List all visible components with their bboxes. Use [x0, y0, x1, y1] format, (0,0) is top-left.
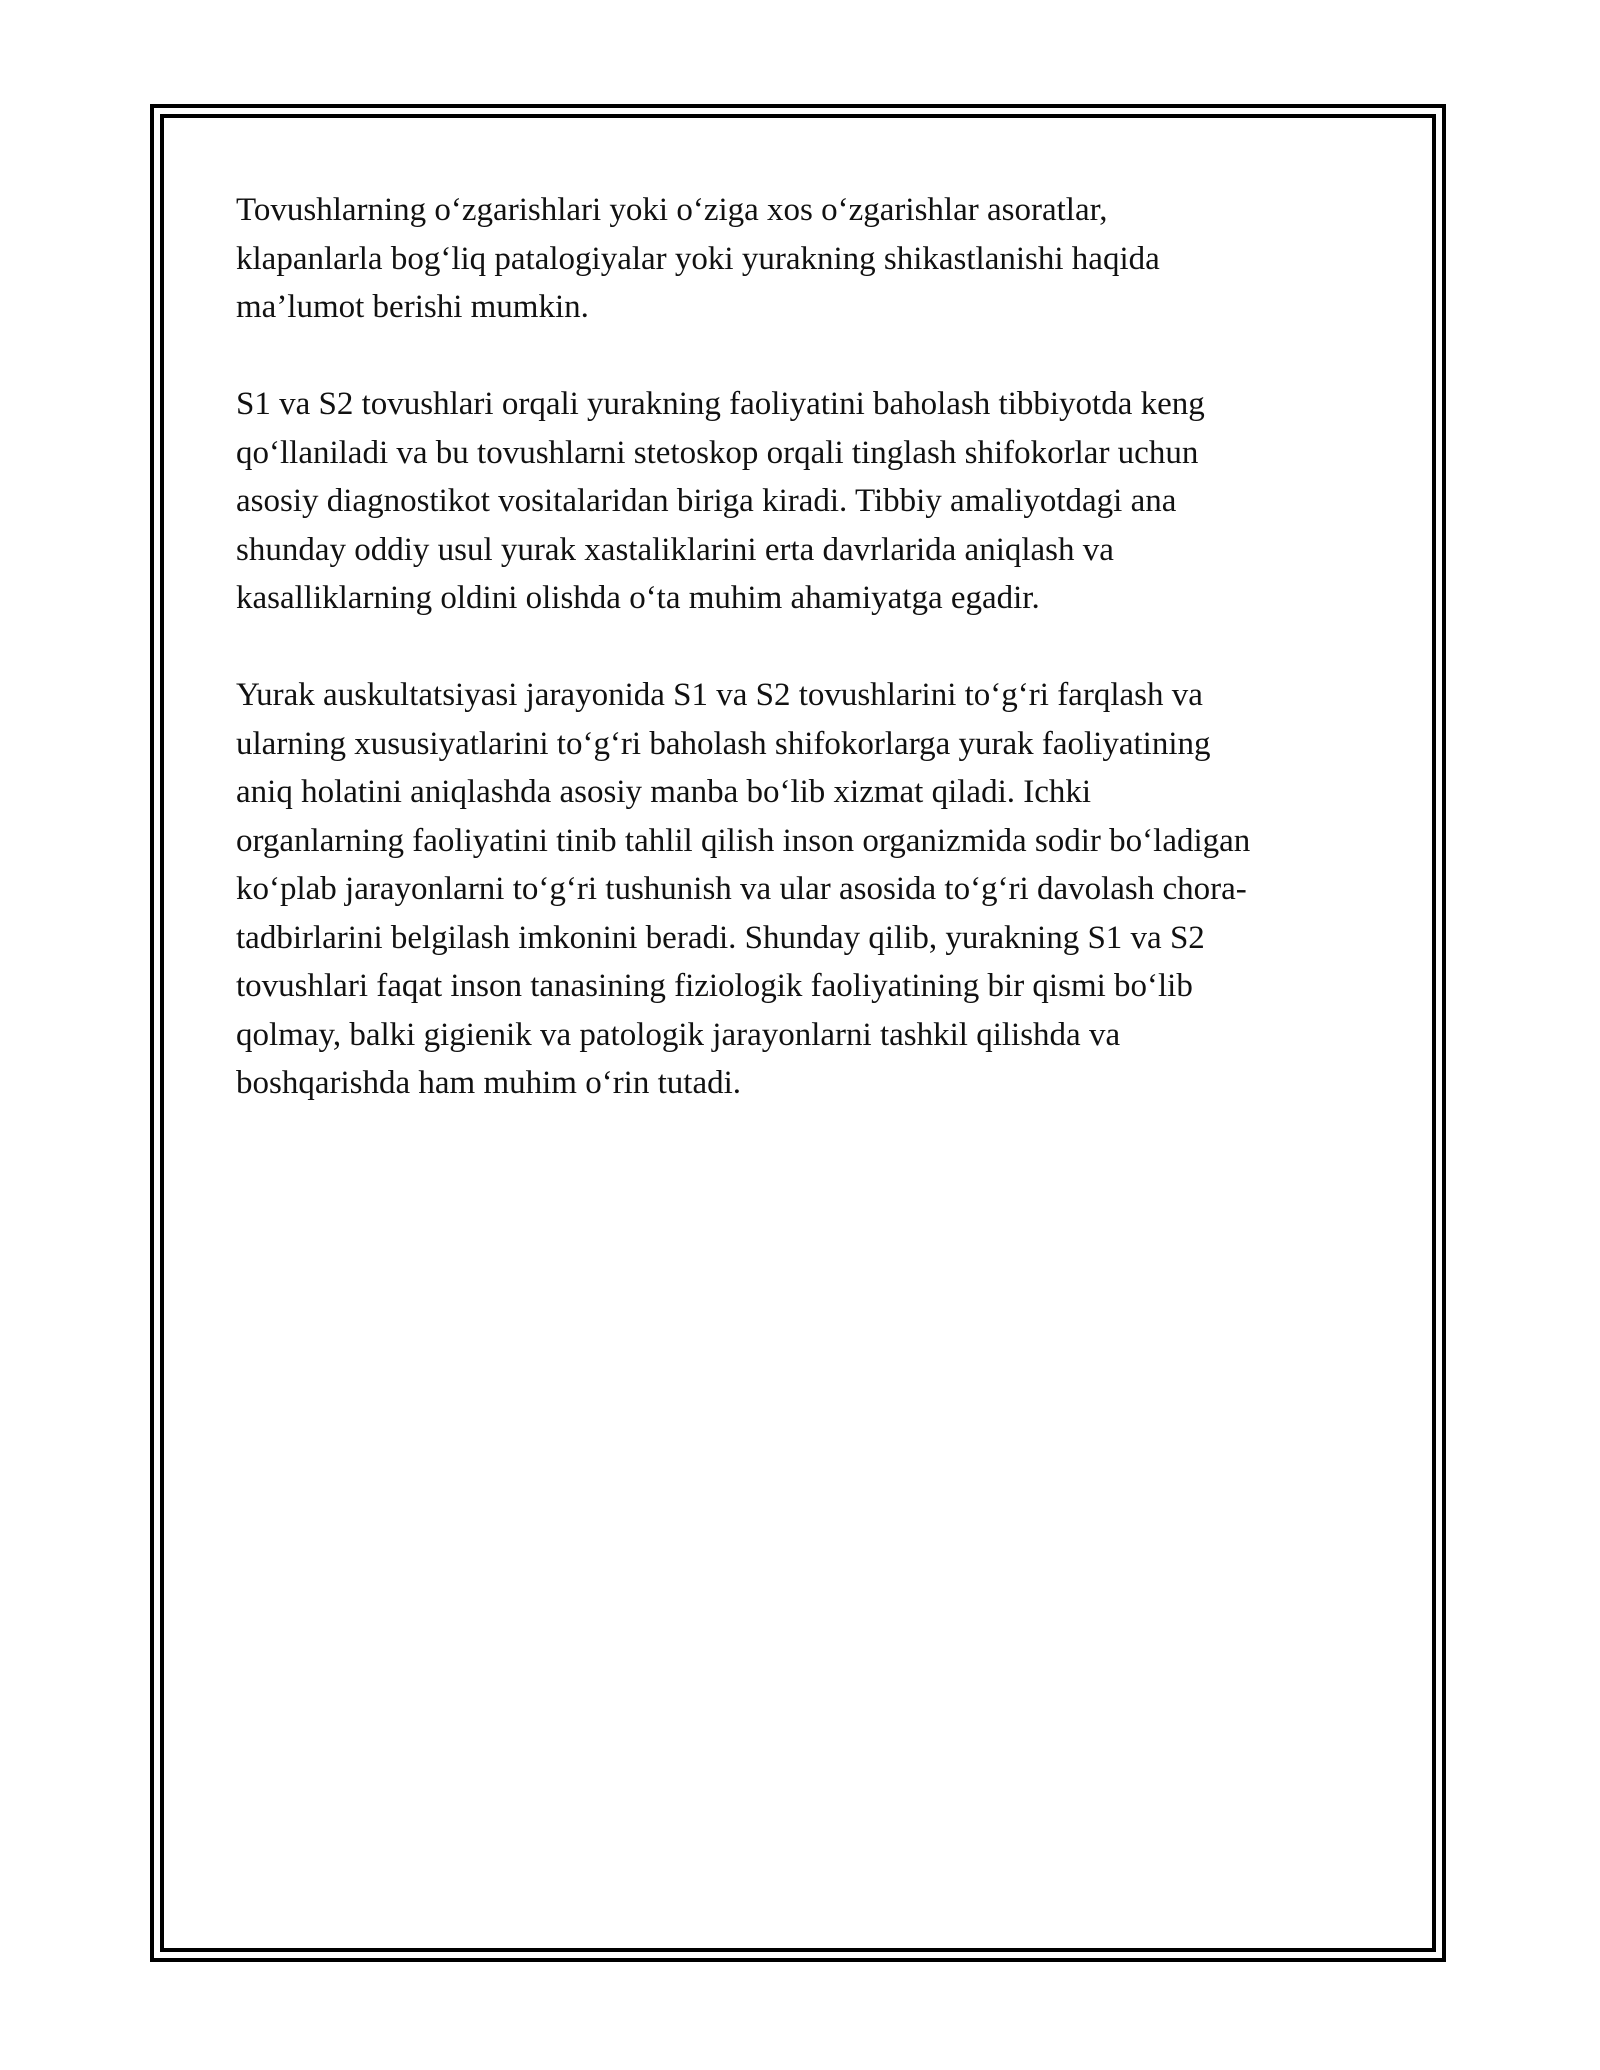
text-line: Tovushlarning o‘zgarishlari yoki o‘ziga xos o‘zgarishlar asoratlar,	[236, 192, 1108, 228]
text-line: ularning xususiyatlarini to‘g‘ri baholash shifokorlarga yurak faoliyatining	[236, 725, 1211, 762]
paragraph-2	[236, 380, 1376, 623]
text-line: Yurak auskultatsiyasi jarayonida S1 va S2 tovushlarini to‘g‘ri farqlash va	[236, 677, 1203, 713]
text-line: ko‘plab jarayonlarni to‘g‘ri tushunish va ular asosida to‘g‘ri davolash chora-	[236, 871, 1247, 907]
text-line: qo‘llaniladi va bu tovushlarni stetoskop orqali tinglash shifokorlar uchun	[236, 434, 1199, 471]
text-line: organlarning faoliyatini tinib tahlil qilish inson organizmida sodir bo‘ladigan	[236, 822, 1251, 859]
paragraph-1	[236, 186, 1376, 332]
text-line: kasalliklarning oldini olishda o‘ta muhim ahamiyatga egadir.	[236, 580, 1040, 616]
paragraph-3	[236, 671, 1376, 1108]
text-line: S1 va S2 tovushlari orqali yurakning faoliyatini baholash tibbiyotda keng	[236, 386, 1205, 422]
text-line: qolmay, balki gigienik va patologik jarayonlarni tashkil qilishda va	[236, 1016, 1121, 1053]
text-line: asosiy diagnostikot vositalaridan biriga kiradi. Tibbiy amaliyotdagi ana	[236, 483, 1177, 519]
text-line: aniq holatini aniqlashda asosiy manba bo‘lib xizmat qiladi. Ichki	[236, 774, 1092, 810]
text-line: ma’lumot berishi mumkin.	[236, 289, 589, 325]
text-line: boshqarishda ham muhim o‘rin tutadi.	[236, 1065, 742, 1101]
text-line: klapanlarla bog‘liq patalogiyalar yoki yurakning shikastlanishi haqida	[236, 240, 1160, 277]
document-body	[236, 186, 1376, 1156]
text-line: tadbirlarini belgilash imkonini beradi. Shunday qilib, yurakning S1 va S2	[236, 919, 1205, 956]
text-line: tovushlari faqat inson tanasining fiziologik faoliyatining bir qismi bo‘lib	[236, 968, 1193, 1004]
text-line: shunday oddiy usul yurak xastaliklarini erta davrlarida aniqlash va	[236, 531, 1114, 568]
